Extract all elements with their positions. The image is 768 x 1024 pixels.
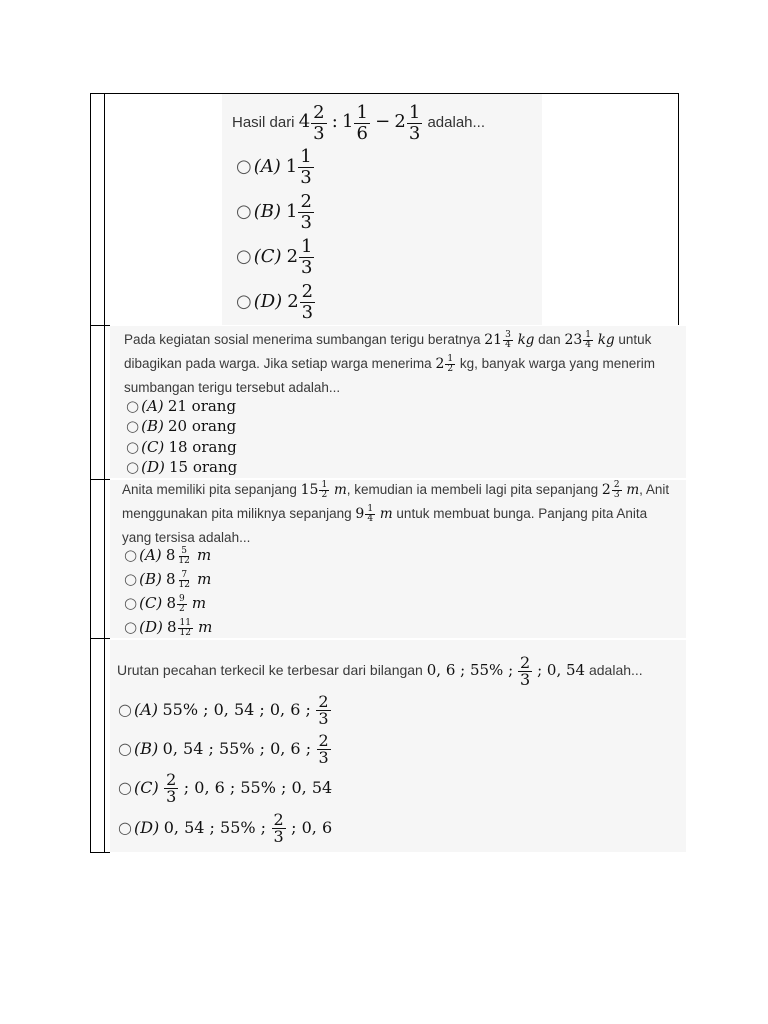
radio-icon[interactable]: ○ — [124, 546, 138, 564]
option-letter: (A) — [141, 397, 164, 415]
fraction: $\frac{2}{3}$ — [318, 692, 329, 729]
fraction: $\frac{2}{3}$ — [318, 731, 329, 768]
fraction: $\frac{5}{12}$ — [178, 545, 190, 566]
unit: m — [198, 618, 213, 636]
question-4-stem — [117, 648, 643, 692]
fraction: $\frac{1}{3}$ — [301, 235, 313, 278]
math-values: 0, 6 ; 55% ; — [426, 661, 514, 679]
option-value: 15 orang — [169, 458, 238, 476]
fraction: $\frac{1}{4}$ — [585, 329, 592, 350]
unit: m — [196, 546, 212, 564]
q2-option-b[interactable] — [126, 416, 236, 437]
radio-icon[interactable]: ○ — [124, 594, 138, 612]
fraction: $\frac{1}{6}$ — [356, 101, 368, 144]
stem-text: Hasil dari — [232, 114, 295, 131]
option-letter: (A) — [253, 156, 281, 177]
stem-line: sumbangan terigu tersebut adalah... — [124, 380, 341, 395]
option-value: 20 orang — [168, 417, 237, 435]
math-operator: − — [375, 111, 391, 132]
option-letter: (D) — [253, 291, 283, 312]
option-letter: (C) — [133, 778, 159, 797]
stem-text: adalah... — [427, 114, 485, 131]
q3-option-a[interactable] — [124, 543, 211, 568]
fraction: $\frac{2}{3}$ — [301, 280, 314, 323]
fraction: $\frac{1}{3}$ — [408, 101, 421, 144]
fraction: $\frac{2}{3}$ — [613, 479, 620, 500]
row-divider-2 — [90, 479, 110, 480]
option-letter: (A) — [133, 700, 159, 719]
radio-icon[interactable]: ○ — [126, 417, 140, 435]
fraction: $\frac{2}{3}$ — [313, 101, 325, 144]
radio-icon[interactable]: ○ — [236, 291, 252, 312]
stem-line: menggunakan pita miliknya sepanjang 9 $\frac{1}{4}$ m untuk membuat bunga. Panjang pita Anita — [122, 503, 648, 524]
fraction: $\frac{2}{3}$ — [166, 770, 177, 807]
option-values: 55% ; 0, 54 ; 0, 6 ; — [162, 700, 311, 719]
math-whole: 4 — [298, 111, 311, 132]
q1-option-b[interactable] — [236, 189, 315, 234]
math-whole: 1 — [286, 201, 298, 222]
radio-icon[interactable]: ○ — [236, 156, 252, 177]
option-letter: (C) — [141, 438, 165, 456]
radio-icon[interactable]: ○ — [118, 739, 132, 758]
option-letter: (C) — [253, 246, 282, 267]
math-whole: 2 — [394, 111, 406, 132]
radio-icon[interactable]: ○ — [124, 570, 138, 588]
math-whole: 1 — [285, 156, 298, 177]
option-letter: (D) — [141, 458, 165, 476]
stem-text: Urutan pecahan terkecil ke terbesar dari bilangan — [117, 662, 423, 678]
math-whole: 2 — [286, 246, 299, 267]
math-whole: 2 — [287, 291, 299, 312]
fraction: $\frac{1}{3}$ — [300, 145, 312, 188]
fraction: $\frac{2}{3}$ — [300, 190, 312, 233]
fraction: $\frac{1}{2}$ — [447, 353, 454, 374]
stem-text: adalah... — [588, 662, 643, 678]
unit: m — [191, 594, 207, 612]
fraction: $\frac{2}{3}$ — [273, 810, 284, 847]
radio-icon[interactable]: ○ — [118, 818, 132, 837]
fraction: $\frac{3}{4}$ — [505, 329, 511, 350]
option-value: 21 orang — [167, 397, 237, 415]
radio-icon[interactable]: ○ — [118, 778, 132, 797]
radio-icon[interactable]: ○ — [124, 618, 138, 636]
row-divider-3 — [90, 638, 110, 639]
unit: m — [197, 570, 212, 588]
option-letter: (B) — [133, 739, 159, 758]
question-2-stem — [124, 328, 684, 400]
q2-option-d[interactable] — [126, 457, 237, 478]
option-values: 0, 54 ; 55% ; — [163, 818, 267, 837]
q3-option-d[interactable] — [124, 615, 212, 640]
q1-option-d[interactable] — [236, 279, 316, 324]
stem-line: Anita memiliki pita sepanjang 15 $\frac{1}{2}$ m, kemudian ia membeli lagi pita sepanjang 2 $\frac{2}{3}$ m, Anit — [122, 479, 670, 500]
q4-option-d[interactable] — [118, 806, 332, 851]
q2-option-c[interactable] — [126, 437, 237, 458]
fraction: $\frac{1}{2}$ — [321, 479, 328, 500]
q4-option-c[interactable] — [118, 766, 332, 811]
option-letter: (B) — [253, 201, 281, 222]
option-values: ; 0, 6 — [291, 818, 333, 837]
option-letter: (A) — [139, 546, 162, 564]
question-1-stem — [232, 100, 485, 145]
option-values: ; 0, 6 ; 55% ; 0, 54 — [183, 778, 333, 797]
radio-icon[interactable]: ○ — [126, 458, 140, 476]
math-values: ; 0, 54 — [537, 661, 586, 679]
math-whole: 8 — [166, 570, 176, 588]
radio-icon[interactable]: ○ — [118, 700, 132, 719]
radio-icon[interactable]: ○ — [236, 201, 252, 222]
radio-icon[interactable]: ○ — [236, 246, 252, 267]
option-letter: (D) — [133, 818, 160, 837]
table-border-left-inner — [104, 93, 105, 853]
question-3-stem — [122, 478, 684, 550]
radio-icon[interactable]: ○ — [126, 397, 140, 415]
stem-line: Pada kegiatan sosial menerima sumbangan terigu beratnya 21 $\frac{3}{4}$ kg dan 23 $\frac{1}{4}$ kg untuk — [124, 329, 652, 350]
fraction: $\frac{2}{3}$ — [520, 652, 531, 689]
stem-line: dibagikan pada warga. Jika setiap warga menerima 2 $\frac{1}{2}$ kg, banyak warga yang menerim — [124, 353, 655, 374]
option-letter: (C) — [139, 594, 163, 612]
math-whole: 8 — [167, 618, 177, 636]
option-letter: (B) — [141, 417, 164, 435]
option-values: 0, 54 ; 55% ; 0, 6 ; — [162, 739, 312, 758]
table-border-bottom — [90, 852, 110, 853]
math-operator: : — [331, 111, 338, 132]
math-whole: 8 — [165, 546, 176, 564]
row-divider-1 — [90, 325, 110, 326]
q1-option-c[interactable] — [236, 234, 315, 279]
option-value: 18 orang — [168, 438, 237, 456]
option-letter: (D) — [139, 618, 163, 636]
fraction: $\frac{11}{12}$ — [179, 617, 191, 638]
q3-option-b[interactable] — [124, 567, 211, 592]
fraction: $\frac{1}{4}$ — [367, 503, 374, 524]
table-border-left-outer — [90, 93, 91, 853]
option-letter: (B) — [139, 570, 162, 588]
math-whole: 8 — [166, 594, 176, 612]
math-whole: 1 — [342, 111, 354, 132]
fraction: $\frac{9}{2}$ — [179, 593, 185, 614]
stem-line: yang tersisa adalah... — [122, 530, 251, 545]
q2-option-a[interactable] — [126, 396, 236, 417]
fraction: $\frac{7}{12}$ — [178, 569, 190, 590]
radio-icon[interactable]: ○ — [126, 438, 140, 456]
q3-option-c[interactable] — [124, 591, 206, 616]
q1-option-a[interactable] — [236, 144, 315, 189]
table-border-right — [678, 93, 679, 325]
